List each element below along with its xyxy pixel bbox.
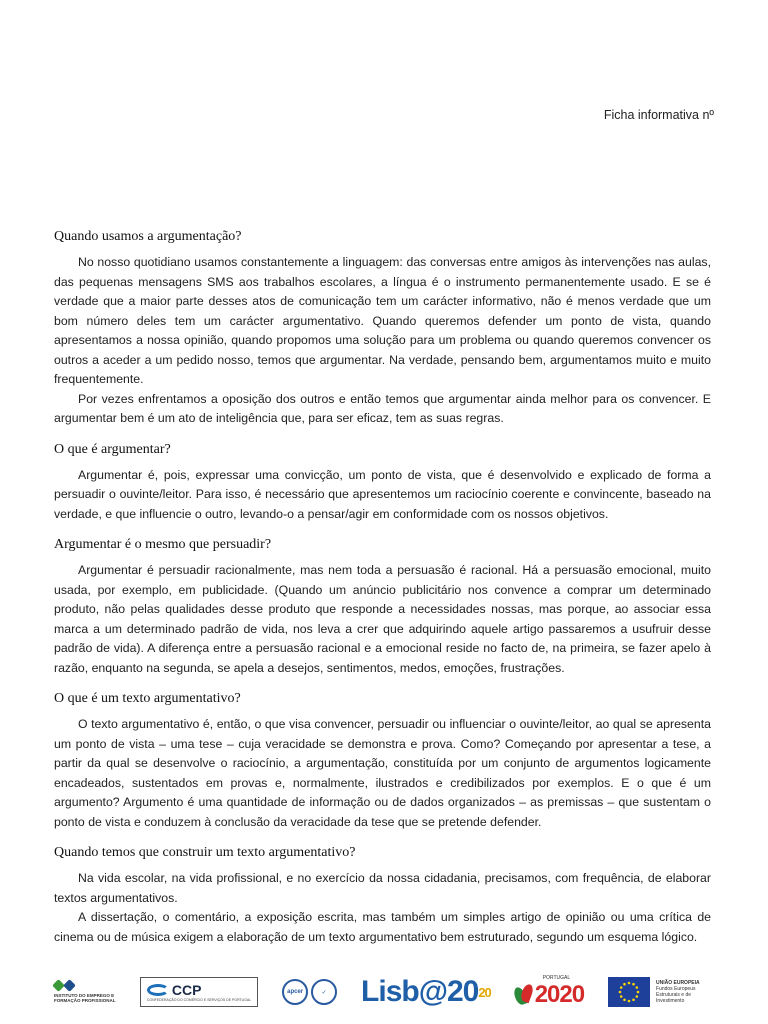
lisboa-logo-name: Lisb@20 xyxy=(361,975,479,1008)
ccp-logo-subtitle: CONFEDERAÇÃO DO COMÉRCIO E SERVIÇOS DE PORTUGAL xyxy=(146,998,252,1002)
certification-seal-icon: ✓ xyxy=(311,979,337,1005)
section-argumentative-text xyxy=(54,691,711,832)
section-heading: Argumentar é o mesmo que persuadir? xyxy=(54,537,272,552)
apcer-logo xyxy=(282,979,337,1005)
footer-logos xyxy=(54,970,714,1014)
eu-logo xyxy=(608,977,714,1007)
eu-logo-subtitle: Fundos Europeus Estruturais e de Investimento xyxy=(656,986,696,1004)
paragraph: O texto argumentativo é, então, o que visa convencer, persuadir ou influenciar o ouvinte/leitor, ao qual se apresenta um ponto de vista – uma tese – cuja veracidade se demonstra e prova. Como? Começando por apresentar a tese, a partir da qual se desenvolve o raciocínio, a argumentação, constituída por um conjunto de argumentos logicamente encadeados, sustentados em provas e, normalmente, ilustrados e credibilizados por exemplos. E o que é um argumento? Argumento é uma quantidade de informação ou de dados organizados – as premissas – que sustentam o ponto de vista e conduzem à conclusão da veracidade da tese que se pretende defender. xyxy=(54,717,711,829)
section-heading: Quando temos que construir um texto argumentativo? xyxy=(54,845,356,860)
section-argue-vs-persuade xyxy=(54,537,711,678)
section-heading: O que é um texto argumentativo? xyxy=(54,691,241,706)
iefp-logo-text: INSTITUTO DO EMPREGO E FORMAÇÃO PROFISSIONAL xyxy=(54,993,116,1003)
paragraph: No nosso quotidiano usamos constantemente a linguagem: das conversas entre amigos às intervenções nas aulas, das pequenas mensagens SMS aos trabalhos escolares, a língua é o instrumento permanentemente usado. E se é verdade que a maior parte desses atos de comunicação tem um carácter informativo, não é menos verdade que um bom número deles tem um carácter argumentativo. Quando queremos defender um ponto de vista, quando apresentamos a nossa opinião, quando propomos uma solução para um problema ou quando queremos convencer os outros a aceder a um pedido nosso, temos que argumentar. Na verdade, pensando bem, argumentamos muito e muito frequentemente. xyxy=(54,255,711,386)
iefp-logo-icon xyxy=(54,981,74,990)
ccp-logo xyxy=(140,977,258,1007)
lisboa-logo-sup: 20 xyxy=(478,984,491,1000)
iefp-logo xyxy=(54,981,116,1003)
document-body xyxy=(54,229,711,960)
portugal-flame-icon xyxy=(515,984,533,1006)
ccp-logo-name: CCP xyxy=(171,982,202,998)
portugal-2020-top: PORTUGAL xyxy=(542,975,571,981)
section-what-is-argue xyxy=(54,442,711,525)
section-heading: O que é argumentar? xyxy=(54,441,171,457)
paragraph: Por vezes enfrentamos a oposição dos outros e então temos que argumentar ainda melhor para os convencer. E argumentar bem é um ato de inteligência que, para ser eficaz, tem as suas regras. xyxy=(54,391,711,425)
document-header-label: Ficha informativa nº xyxy=(603,108,714,122)
portugal-2020-logo xyxy=(515,975,584,1009)
section-when-build-text xyxy=(54,845,711,947)
portugal-2020-number: 2020 xyxy=(534,981,585,1008)
apcer-logo-mark: apcer xyxy=(282,979,308,1005)
paragraph: Argumentar é persuadir racionalmente, mas nem toda a persuasão é racional. Há a persuasão emocional, muito usada, por exemplo, em publicidade. (Quando um anúncio publicitário nos convence a comprar um determinado produto, não pelas qualidades desse produto que responde a necessidades nossas, mas porque, ao associar essa marca a um determinado padrão de vida, nos leva a crer que adquirindo aquele artigo passaremos a usufruir desse padrão de vida). A diferença entre a persuasão racional e a emocional reside no facto de, na primeira, se fazer apelo à razão, enquanto na segunda, se apela a desejos, sentimentos, medos, emoções, frustrações. xyxy=(54,563,711,675)
section-heading: Quando usamos a argumentação? xyxy=(54,229,242,244)
paragraph: Na vida escolar, na vida profissional, e no exercício da nossa cidadania, precisamos, com frequência, de elaborar textos argumentativos. xyxy=(54,871,711,905)
paragraph: Argumentar é, pois, expressar uma convicção, um ponto de vista, que é desenvolvido e explicado de forma a persuadir o ouvinte/leitor. Para isso, é necessário que apresentemos um raciocínio coerente e convincente, baseado na verdade, e que influencie o outro, levando-o a pensar/agir em conformidade com os nossos objetivos. xyxy=(54,467,711,521)
paragraph: A dissertação, o comentário, a exposição escrita, mas também um simples artigo de opinião ou uma crítica de cinema ou de música exigem a elaboração de um texto argumentativo bem estruturado, segundo um esquema lógico. xyxy=(54,910,711,944)
ccp-swoosh-icon xyxy=(147,984,169,996)
eu-logo-name: UNIÃO EUROPEIA xyxy=(656,980,700,986)
section-when-argue xyxy=(54,229,711,429)
lisboa-2020-logo xyxy=(361,975,491,1009)
eu-flag-icon xyxy=(608,977,650,1007)
